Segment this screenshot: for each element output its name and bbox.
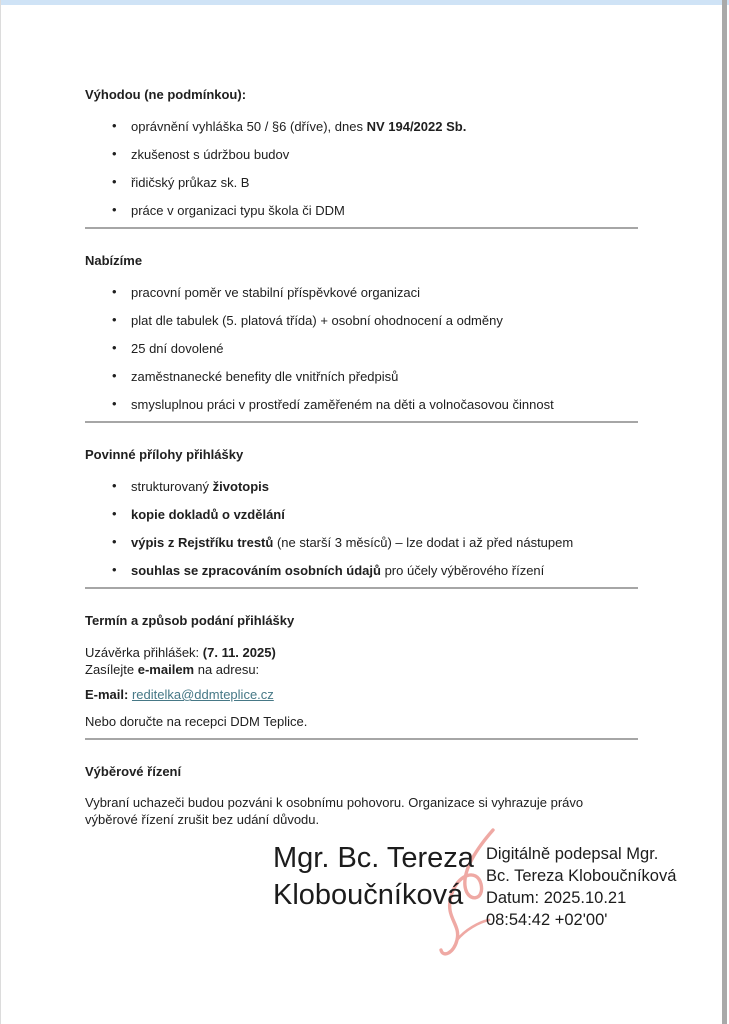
list-item: • zaměstnanecké benefity dle vnitřních předpisů	[112, 368, 399, 384]
bullet-icon: •	[112, 118, 117, 133]
section-divider	[85, 587, 638, 589]
bullet-icon: •	[112, 174, 117, 189]
email-link[interactable]: reditelka@ddmteplice.cz	[131, 687, 274, 702]
bullet-list	[85, 284, 638, 413]
deadline-line: Uzávěrka přihlášek: (7. 11. 2025) Zasílejte e-mailem na adresu:	[85, 645, 276, 677]
document-content	[85, 86, 677, 931]
list-item: • kopie dokladů o vzdělání	[112, 506, 285, 522]
bullet-icon: •	[112, 202, 117, 217]
section-title: Nabízíme	[85, 253, 143, 268]
list-item: • plat dle tabulek (5. platová třída) + osobní ohodnocení a odměny	[112, 312, 503, 328]
bullet-icon: •	[112, 146, 117, 161]
email-line	[85, 686, 638, 703]
list-item: • zkušenost s údržbou budov	[112, 146, 290, 162]
section-title: Povinné přílohy přihlášky	[85, 447, 244, 462]
bullet-icon: •	[112, 312, 117, 327]
list-item: • řidičský průkaz sk. B	[112, 174, 250, 190]
section-rizeni	[85, 763, 638, 828]
section-divider	[85, 227, 638, 229]
bullet-icon: •	[112, 284, 117, 299]
section-divider	[85, 421, 638, 423]
viewer-top-edge-strip	[0, 0, 729, 5]
right-edge-scrollbar[interactable]	[722, 0, 727, 1024]
bullet-icon: •	[112, 396, 117, 411]
list-item: • oprávnění vyhláška 50 / §6 (dříve), dnes NV 194/2022 Sb.	[112, 118, 467, 134]
digital-signature-block	[273, 840, 677, 931]
bullet-list	[85, 118, 638, 219]
list-item: • pracovní poměr ve stabilní příspěvkové organizaci	[112, 284, 421, 300]
page-left-edge	[0, 0, 1, 1024]
section-prilohy	[85, 446, 638, 579]
list-item: • práce v organizaci typu škola či DDM	[112, 202, 345, 218]
email-label: E-mail:	[85, 687, 132, 702]
list-item: • souhlas se zpracováním osobních údajů pro účely výběrového řízení	[112, 562, 545, 578]
bullet-icon: •	[112, 562, 117, 577]
signature-name: Mgr. Bc. Tereza Kloboučníková	[273, 842, 474, 911]
section-divider	[85, 738, 638, 740]
section-title: Výhodou (ne podmínkou):	[85, 87, 247, 102]
bullet-icon: •	[112, 368, 117, 383]
section-title: Výběrové řízení	[85, 764, 182, 779]
section-termin	[85, 612, 638, 730]
list-item: • výpis z Rejstříku trestů (ne starší 3 měsíců) – lze dodat i až před nástupem	[112, 534, 574, 550]
deadline-date: (7. 11. 2025)	[202, 645, 276, 660]
list-item: • smysluplnou práci v prostředí zaměřeném na děti a volnočasovou činnost	[112, 396, 554, 412]
list-item: • strukturovaný životopis	[112, 478, 269, 494]
bullet-icon: •	[112, 478, 117, 493]
delivery-note: Nebo doručte na recepci DDM Teplice.	[85, 714, 308, 729]
selection-paragraph: Vybraní uchazeči budou pozváni k osobnímu pohovoru. Organizace si vyhrazuje právo výběrové řízení zrušit bez udání důvodu.	[85, 795, 584, 827]
list-item: • 25 dní dovolené	[112, 340, 224, 356]
bullet-icon: •	[112, 340, 117, 355]
bullet-list	[85, 478, 638, 579]
section-vyhodou	[85, 86, 638, 219]
section-title: Termín a způsob podání přihlášky	[85, 613, 295, 628]
bullet-icon: •	[112, 506, 117, 521]
section-nabizime	[85, 252, 638, 413]
signature-details: Digitálně podepsal Mgr. Bc. Tereza Kloboučníková Datum: 2025.10.21 08:54:42 +02'00'	[485, 845, 677, 929]
bullet-icon: •	[112, 534, 117, 549]
